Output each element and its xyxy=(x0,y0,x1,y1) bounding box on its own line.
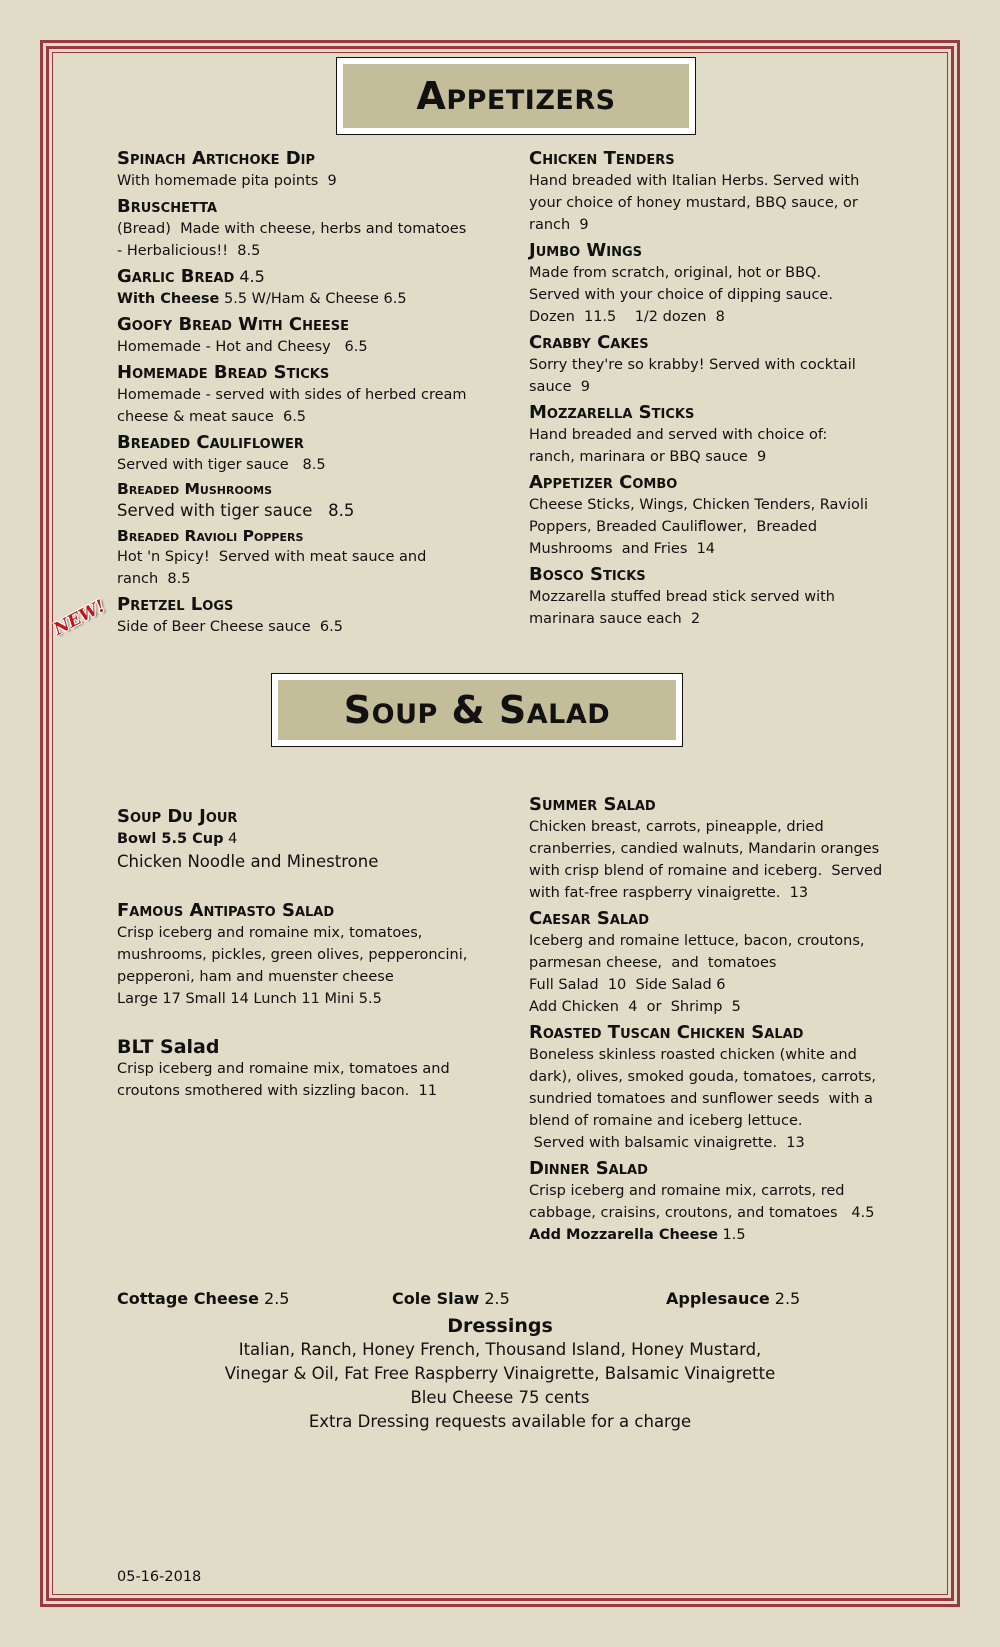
menu-item-description: mushrooms, pickles, green olives, pepperoncini, xyxy=(117,947,468,963)
menu-item-description: Dozen 11.5 1/2 dozen 8 xyxy=(529,309,725,325)
soup-salad-title-box xyxy=(271,673,683,747)
menu-item-name: Famous Antipasto Salad xyxy=(117,900,335,921)
menu-item-description: Hand breaded and served with choice of: xyxy=(529,427,828,443)
menu-date: 05-16-2018 xyxy=(117,1569,202,1585)
menu-item xyxy=(117,806,477,874)
menu-item-name: Bruschetta xyxy=(117,196,218,217)
menu-item xyxy=(117,527,477,590)
menu-item-description: sundried tomatoes and sunflower seeds with a xyxy=(529,1091,873,1107)
menu-item-description: pepperoni, ham and muenster cheese xyxy=(117,969,394,985)
menu-item xyxy=(529,1022,899,1154)
menu-item-name: Pretzel Logs xyxy=(117,594,234,615)
menu-item-description: blend of romaine and iceberg lettuce. xyxy=(529,1113,803,1129)
menu-item-description: Cheese Sticks, Wings, Chicken Tenders, Ravioli xyxy=(529,497,868,513)
menu-item xyxy=(117,900,477,1010)
spacer xyxy=(117,1014,477,1036)
menu-item-name: Mozzarella Sticks xyxy=(529,402,695,423)
menu-item-description: your choice of honey mustard, BBQ sauce, or xyxy=(529,195,858,211)
menu-item xyxy=(117,196,477,262)
menu-item xyxy=(117,480,477,523)
menu-item-description: Mozzarella stuffed bread stick served with xyxy=(529,589,835,605)
appetizers-right-column xyxy=(529,148,899,634)
dressings-section xyxy=(100,1314,900,1434)
menu-item-description: Crisp iceberg and romaine mix, tomatoes, xyxy=(117,925,423,941)
menu-item-description: parmesan cheese, and tomatoes xyxy=(529,955,777,971)
menu-item-description: sauce 9 xyxy=(529,379,590,395)
menu-item-name: BLT Salad xyxy=(117,1036,220,1058)
menu-item-description: Add Chicken 4 or Shrimp 5 xyxy=(529,999,741,1015)
appetizers-left-column xyxy=(117,148,477,642)
menu-item-name: Spinach Artichoke Dip xyxy=(117,148,316,169)
soup-salad-left-column xyxy=(117,806,477,1106)
menu-item-description: cheese & meat sauce 6.5 xyxy=(117,409,307,425)
side-item: Cottage Cheese 2.5 xyxy=(117,1289,290,1308)
menu-item xyxy=(529,794,899,904)
dressings-line: Italian, Ranch, Honey French, Thousand Island, Honey Mustard, xyxy=(238,1340,762,1359)
menu-item-description: With homemade pita points 9 xyxy=(117,173,337,189)
menu-item-description: Poppers, Breaded Cauliflower, Breaded xyxy=(529,519,818,535)
dressings-line: Vinegar & Oil, Fat Free Raspberry Vinaigrette, Balsamic Vinaigrette xyxy=(224,1364,776,1383)
menu-item-description: Hand breaded with Italian Herbs. Served with xyxy=(529,173,860,189)
menu-item-description: Large 17 Small 14 Lunch 11 Mini 5.5 xyxy=(117,991,382,1007)
dressings-heading: Dressings xyxy=(447,1315,553,1337)
menu-item-description: with fat-free raspberry vinaigrette. 13 xyxy=(529,885,809,901)
menu-item xyxy=(529,332,899,398)
menu-item-description: Chicken Noodle and Minestrone xyxy=(117,852,379,871)
menu-item xyxy=(529,472,899,560)
menu-item-description: Served with tiger sauce 8.5 xyxy=(117,457,326,473)
dressings-line: Extra Dressing requests available for a charge xyxy=(308,1412,692,1431)
menu-item-description: ranch 8.5 xyxy=(117,571,191,587)
menu-item-description: Add Mozzarella Cheese 1.5 xyxy=(529,1227,746,1243)
menu-item-name: Breaded Cauliflower xyxy=(117,432,304,453)
menu-item-name: Crabby Cakes xyxy=(529,332,649,353)
menu-item-name: Soup Du Jour xyxy=(117,806,238,827)
menu-item xyxy=(117,266,477,310)
soup-salad-right-column xyxy=(529,794,899,1250)
menu-item xyxy=(117,314,477,358)
menu-item-description: Crisp iceberg and romaine mix, tomatoes and xyxy=(117,1061,450,1077)
menu-item xyxy=(117,1036,477,1102)
menu-item-description: Homemade - Hot and Cheesy 6.5 xyxy=(117,339,368,355)
menu-item-description: Served with balsamic vinaigrette. 13 xyxy=(529,1135,805,1151)
menu-item-name: Breaded Mushrooms xyxy=(117,480,273,498)
menu-item xyxy=(529,1158,899,1246)
menu-item-name: Garlic Bread 4.5 xyxy=(117,266,265,287)
menu-item-description: dark), olives, smoked gouda, tomatoes, carrots, xyxy=(529,1069,877,1085)
menu-item-name: Bosco Sticks xyxy=(529,564,646,585)
appetizers-title-box xyxy=(336,57,696,135)
menu-item-description: Chicken breast, carrots, pineapple, dried xyxy=(529,819,824,835)
appetizers-title: Appetizers xyxy=(343,64,689,128)
menu-item xyxy=(529,240,899,328)
side-item: Applesauce 2.5 xyxy=(666,1289,801,1308)
menu-item-description: Full Salad 10 Side Salad 6 xyxy=(529,977,726,993)
menu-item-name: Appetizer Combo xyxy=(529,472,678,493)
menu-item-description: with crisp blend of romaine and iceberg. Served xyxy=(529,863,883,879)
menu-item-description: Side of Beer Cheese sauce 6.5 xyxy=(117,619,343,635)
menu-item-description: With Cheese 5.5 W/Ham & Cheese 6.5 xyxy=(117,291,407,307)
menu-item-description: - Herbalicious!! 8.5 xyxy=(117,243,261,259)
menu-item xyxy=(529,402,899,468)
menu-item xyxy=(117,148,477,192)
menu-item xyxy=(117,432,477,476)
menu-item-description: Homemade - served with sides of herbed cream xyxy=(117,387,467,403)
menu-item-description: ranch 9 xyxy=(529,217,589,233)
menu-item-description: Iceberg and romaine lettuce, bacon, croutons, xyxy=(529,933,865,949)
menu-item-description: Made from scratch, original, hot or BBQ. xyxy=(529,265,822,281)
menu-item xyxy=(529,148,899,236)
new-badge: NEW! xyxy=(50,596,109,640)
menu-item-name: Summer Salad xyxy=(529,794,656,815)
menu-item xyxy=(529,908,899,1018)
spacer xyxy=(117,878,477,900)
soup-salad-title: Soup & Salad xyxy=(278,680,676,740)
menu-item-description: Mushrooms and Fries 14 xyxy=(529,541,716,557)
side-item: Cole Slaw 2.5 xyxy=(392,1289,510,1308)
menu-item-name: Roasted Tuscan Chicken Salad xyxy=(529,1022,804,1043)
menu-item-name: Dinner Salad xyxy=(529,1158,648,1179)
menu-item-description: Crisp iceberg and romaine mix, carrots, red xyxy=(529,1183,845,1199)
menu-item-description: Sorry they're so krabby! Served with cocktail xyxy=(529,357,856,373)
menu-item-name: Breaded Ravioli Poppers xyxy=(117,527,304,545)
menu-item-name: Jumbo Wings xyxy=(529,240,643,261)
menu-item xyxy=(529,564,899,630)
menu-item-name: Homemade Bread Sticks xyxy=(117,362,330,383)
dressings-line: Bleu Cheese 75 cents xyxy=(410,1388,590,1407)
menu-item-name: Goofy Bread With Cheese xyxy=(117,314,349,335)
menu-item-description: Bowl 5.5 Cup 4 xyxy=(117,831,238,847)
menu-item-name: Caesar Salad xyxy=(529,908,650,929)
menu-item-description: cabbage, craisins, croutons, and tomatoes 4.5 xyxy=(529,1205,875,1221)
menu-item-description: Boneless skinless roasted chicken (white and xyxy=(529,1047,857,1063)
menu-item-description: Served with your choice of dipping sauce. xyxy=(529,287,833,303)
menu-item xyxy=(117,362,477,428)
menu-item-description: (Bread) Made with cheese, herbs and tomatoes xyxy=(117,221,467,237)
menu-item-description: ranch, marinara or BBQ sauce 9 xyxy=(529,449,767,465)
menu-item-description: Served with tiger sauce 8.5 xyxy=(117,501,355,520)
menu-item-description: croutons smothered with sizzling bacon. 11 xyxy=(117,1083,437,1099)
menu-item-description: marinara sauce each 2 xyxy=(529,611,701,627)
menu-item xyxy=(117,594,477,638)
menu-item-description: Hot 'n Spicy! Served with meat sauce and xyxy=(117,549,427,565)
menu-item-name: Chicken Tenders xyxy=(529,148,675,169)
menu-item-description: cranberries, candied walnuts, Mandarin oranges xyxy=(529,841,880,857)
